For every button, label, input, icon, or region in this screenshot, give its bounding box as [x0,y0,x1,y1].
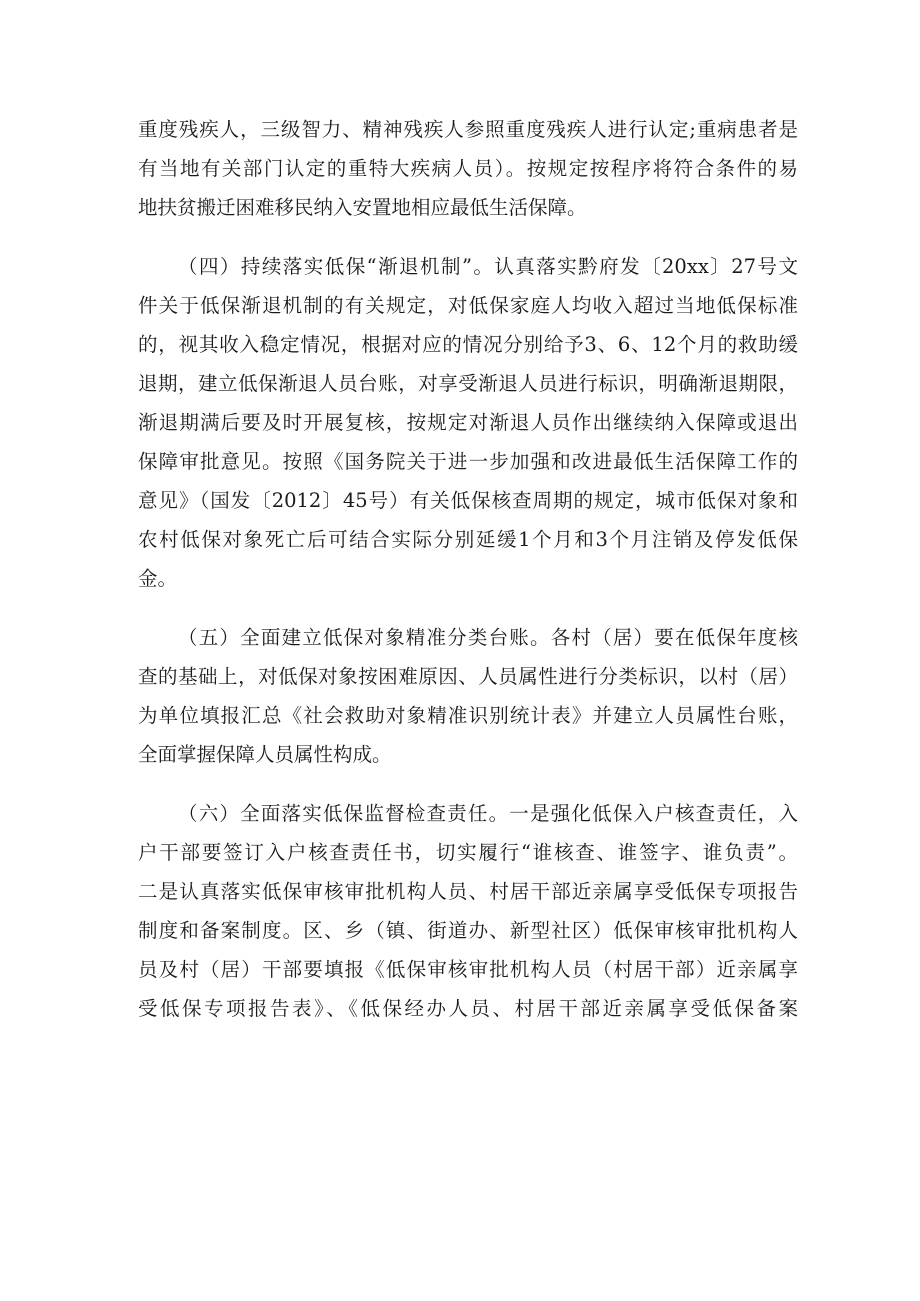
text-line: 件关于低保渐退机制的有关规定，对低保家庭人均收入超过当地低保标准 [138,294,798,317]
document-body [138,110,798,1028]
text-line: 渐退期满后要及时开展复核，按规定对渐退人员作出继续纳入保障或退出 [138,411,798,434]
text-line: （六）全面落实低保监督检查责任。一是强化低保入户核查责任，入 [178,802,798,825]
text-line: 查的基础上，对低保对象按困难原因、人员属性进行分类标识，以村（居） [138,665,798,688]
text-line: 员及村（居）干部要填报《低保审核审批机构人员（村居干部）近亲属享 [138,958,798,981]
text-line: 有当地有关部门认定的重特大疾病人员）。按规定按程序将符合条件的易 [138,157,798,180]
text-line: 重度残疾人，三级智力、精神残疾人参照重度残疾人进行认定;重病患者是 [138,118,798,141]
text-line: 金。 [138,567,178,590]
paragraph-5-classification-ledger [138,618,798,774]
text-line: 意见》（国发〔2012〕45号）有关低保核查周期的规定，城市低保对象和 [138,489,798,512]
paragraph-continuation [138,110,798,227]
text-line: 为单位填报汇总《社会救助对象精准识别统计表》并建立人员属性台账， [138,704,798,727]
text-line: 户干部要签订入户核查责任书，切实履行“谁核查、谁签字、谁负责”。 [138,841,798,864]
text-line: 地扶贫搬迁困难移民纳入安置地相应最低生活保障。 [138,196,587,219]
text-line: （四）持续落实低保“渐退机制”。认真落实黔府发〔20xx〕27号文 [178,255,798,278]
paragraph-gap [138,598,798,618]
text-line: 保障审批意见。按照《国务院关于进一步加强和改进最低生活保障工作的 [138,450,798,473]
text-line: 的，视其收入稳定情况，根据对应的情况分别给予3、6、12个月的救助缓 [138,333,798,356]
text-line: 全面掌握保障人员属性构成。 [138,743,392,766]
paragraph-gap [138,227,798,247]
paragraph-gap [138,774,798,794]
text-line: 制度和备案制度。区、乡（镇、街道办、新型社区）低保审核审批机构人 [138,919,798,942]
text-line: 退期，建立低保渐退人员台账，对享受渐退人员进行标识，明确渐退期限， [138,372,798,395]
text-line: 二是认真落实低保审核审批机构人员、村居干部近亲属享受低保专项报告 [138,880,798,903]
text-line: 受低保专项报告表》、《低保经办人员、村居干部近亲属享受低保备案 [138,997,798,1020]
paragraph-6-supervision [138,794,798,1028]
paragraph-4-phaseout-mechanism [138,247,798,598]
text-line: （五）全面建立低保对象精准分类台账。各村（居）要在低保年度核 [178,626,798,649]
text-line: 农村低保对象死亡后可结合实际分别延缓1个月和3个月注销及停发低保 [138,528,798,551]
